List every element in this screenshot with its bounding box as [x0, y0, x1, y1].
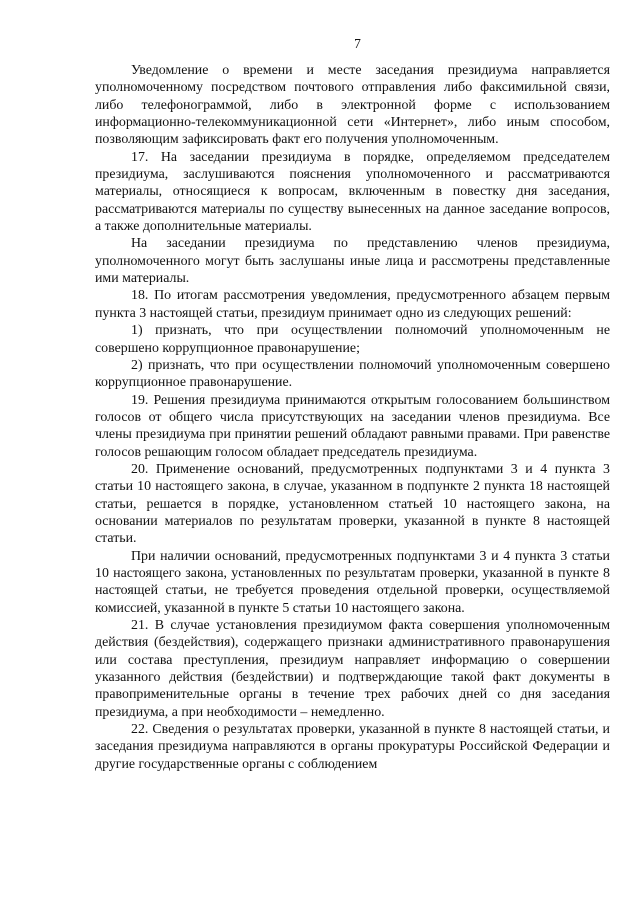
paragraph: На заседании президиума по представлению членов президиума, уполномоченного могут быть заслушаны иные лица и рассмотрены представленные ими материалы.: [95, 236, 610, 287]
paragraph: При наличии оснований, предусмотренных подпунктами 3 и 4 пункта 3 статьи 10 настоящего закона, установленных по результатам проверки, указанной в пункте 8 настоящей статьи, не требуется проведения отдельной проверки, осуществляемой комиссией, указанной в пункте 5 статьи 10 настоящего закона.: [95, 548, 610, 616]
paragraph: 21. В случае установления президиумом факта совершения уполномоченным действия (бездействия), содержащего признаки административного правонарушения или состава преступления, президиум направляет информацию о совершении указанного действия (бездействии) и подтверждающие такой факт документы в правоприменительные органы в течение трех рабочих дней со дня заседания президиума, а при необходимости – немедленно.: [95, 618, 610, 720]
paragraph: 18. По итогам рассмотрения уведомления, предусмотренного абзацем первым пункта 3 настоящей статьи, президиум принимает одно из следующих решений:: [95, 288, 610, 321]
document-body: [95, 62, 610, 773]
paragraph: 19. Решения президиума принимаются открытым голосованием большинством голосов от общего числа присутствующих на заседании членов президиума. Все члены президиума при принятии решений обладают равными правами. При равенстве голосов решающим голосом обладает председатель президиума.: [95, 392, 610, 460]
page-number: 7: [354, 36, 361, 51]
paragraph: 2) признать, что при осуществлении полномочий уполномоченным совершено коррупционное правонарушение.: [95, 357, 610, 391]
paragraph: 20. Применение оснований, предусмотренных подпунктами 3 и 4 пункта 3 статьи 10 настоящего закона, в случае, указанном в подпункте 2 пункта 18 настоящей статьи, решается в порядке, установленном статьей 10 настоящего закона, на основании материалов по результатам проверки, указанной в пункте 8 настоящей статьи.: [95, 461, 610, 547]
paragraph: 17. На заседании президиума в порядке, определяемом председателем президиума, заслушиваются пояснения уполномоченного и рассматриваются материалы, относящиеся к вопросам, включенным в повестку дня заседания, рассматриваются материалы по существу вынесенных на данное заседание вопросов, а также дополнительные материалы.: [95, 149, 610, 235]
paragraph: Уведомление о времени и месте заседания президиума направляется уполномоченному посредством почтового отправления либо факсимильной связи, либо телефонограммой, либо в электронной форме с использованием информационно-телекоммуникационной сети «Интернет», либо иным способом, позволяющим зафиксировать факт его получения уполномоченным.: [95, 63, 610, 148]
paragraph: 22. Сведения о результатах проверки, указанной в пункте 8 настоящей статьи, и заседания президиума направляются в органы прокуратуры Российской Федерации и другие государственные органы с соблюдением: [95, 722, 610, 772]
paragraph: 1) признать, что при осуществлении полномочий уполномоченным не совершено коррупционное правонарушение;: [95, 323, 610, 356]
